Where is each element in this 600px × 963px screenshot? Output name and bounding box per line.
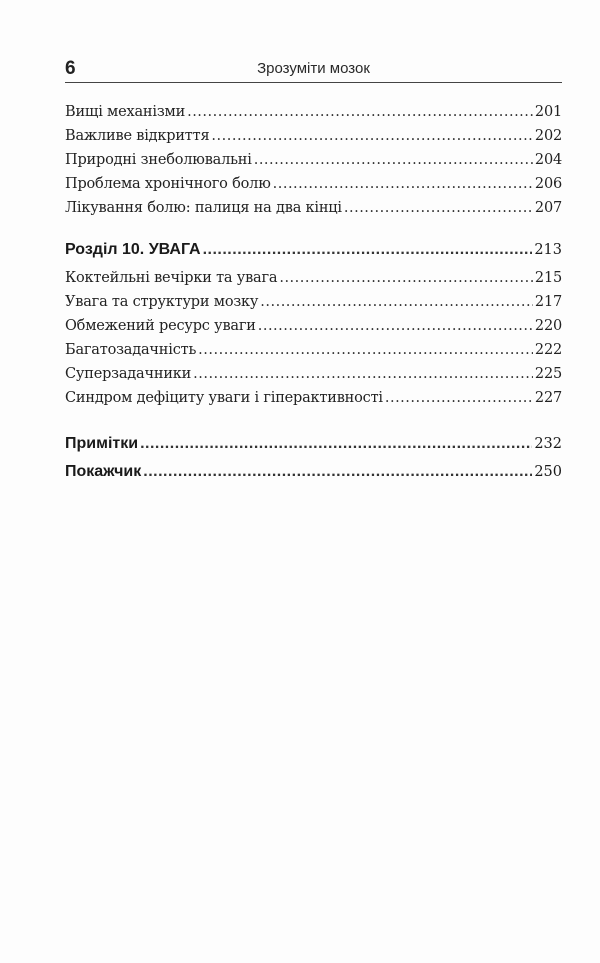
toc-entry-title: Коктейльні вечірки та увага (65, 270, 278, 286)
toc-entry (65, 172, 562, 196)
toc-entry (65, 196, 562, 220)
toc-entry-title: Синдром дефіциту уваги і гіперактивності (65, 390, 383, 406)
toc-entry-title: Увага та структури мозку (65, 294, 259, 310)
toc-entry (65, 362, 562, 386)
page-number: 6 (65, 58, 76, 79)
toc-entry-title: Природні знеболювальні (65, 152, 252, 168)
dot-leader (211, 124, 533, 148)
toc-entry (65, 314, 562, 338)
toc-entry-title: Проблема хронічного болю (65, 176, 271, 192)
dot-leader (254, 148, 533, 172)
toc-entry-page: 206 (534, 176, 562, 192)
dot-leader (143, 460, 532, 484)
toc-entry-page: 220 (534, 318, 562, 334)
dot-leader (385, 386, 533, 410)
dot-leader (187, 100, 533, 124)
dot-leader (193, 362, 533, 386)
running-title: Зрозуміти мозок (257, 60, 370, 77)
toc-chapter-heading (65, 238, 562, 262)
toc-entry-page: 204 (534, 152, 562, 168)
toc-entry-page: 215 (534, 270, 562, 286)
chapter-title: Розділ 10. УВАГА (65, 241, 201, 258)
toc-entry-title: Багатозадачність (65, 342, 197, 358)
toc-entry (65, 386, 562, 410)
toc-entry-page: 201 (534, 104, 562, 120)
toc-entry-title: Важливе відкриття (65, 128, 210, 144)
index-title: Покажчик (65, 463, 142, 480)
toc-entry (65, 148, 562, 172)
dot-leader (260, 290, 533, 314)
toc-entry-title: Обмежений ресурс уваги (65, 318, 256, 334)
toc-entry-page: 207 (534, 200, 562, 216)
toc-entry (65, 100, 562, 124)
toc-entry-page: 225 (534, 366, 562, 382)
dot-leader (279, 266, 533, 290)
toc-entry (65, 338, 562, 362)
toc-entry-title: Вищі механізми (65, 104, 186, 120)
toc-notes (65, 432, 562, 456)
toc-chapter-10 (65, 238, 562, 262)
toc-entry-page: 202 (534, 128, 562, 144)
toc-back-matter (65, 432, 562, 484)
toc-entry-title: Лікування болю: палиця на два кінці (65, 200, 342, 216)
dot-leader (198, 338, 533, 362)
page-header (65, 58, 562, 83)
toc-entry-title: Суперзадачники (65, 366, 192, 382)
toc-entry-page: 227 (534, 390, 562, 406)
toc-entry-page: 222 (534, 342, 562, 358)
toc-group-2 (65, 266, 562, 410)
toc-entry-page: 217 (534, 294, 562, 310)
toc-entry (65, 266, 562, 290)
toc-group-1 (65, 100, 562, 220)
notes-page: 232 (534, 436, 562, 452)
chapter-page: 213 (534, 242, 562, 258)
toc-entry (65, 290, 562, 314)
index-page: 250 (534, 464, 562, 480)
dot-leader (344, 196, 533, 220)
dot-leader (140, 432, 532, 456)
dot-leader (258, 314, 533, 338)
dot-leader (203, 238, 533, 262)
toc-entry (65, 124, 562, 148)
notes-title: Примітки (65, 435, 139, 452)
toc-index (65, 460, 562, 484)
dot-leader (273, 172, 533, 196)
